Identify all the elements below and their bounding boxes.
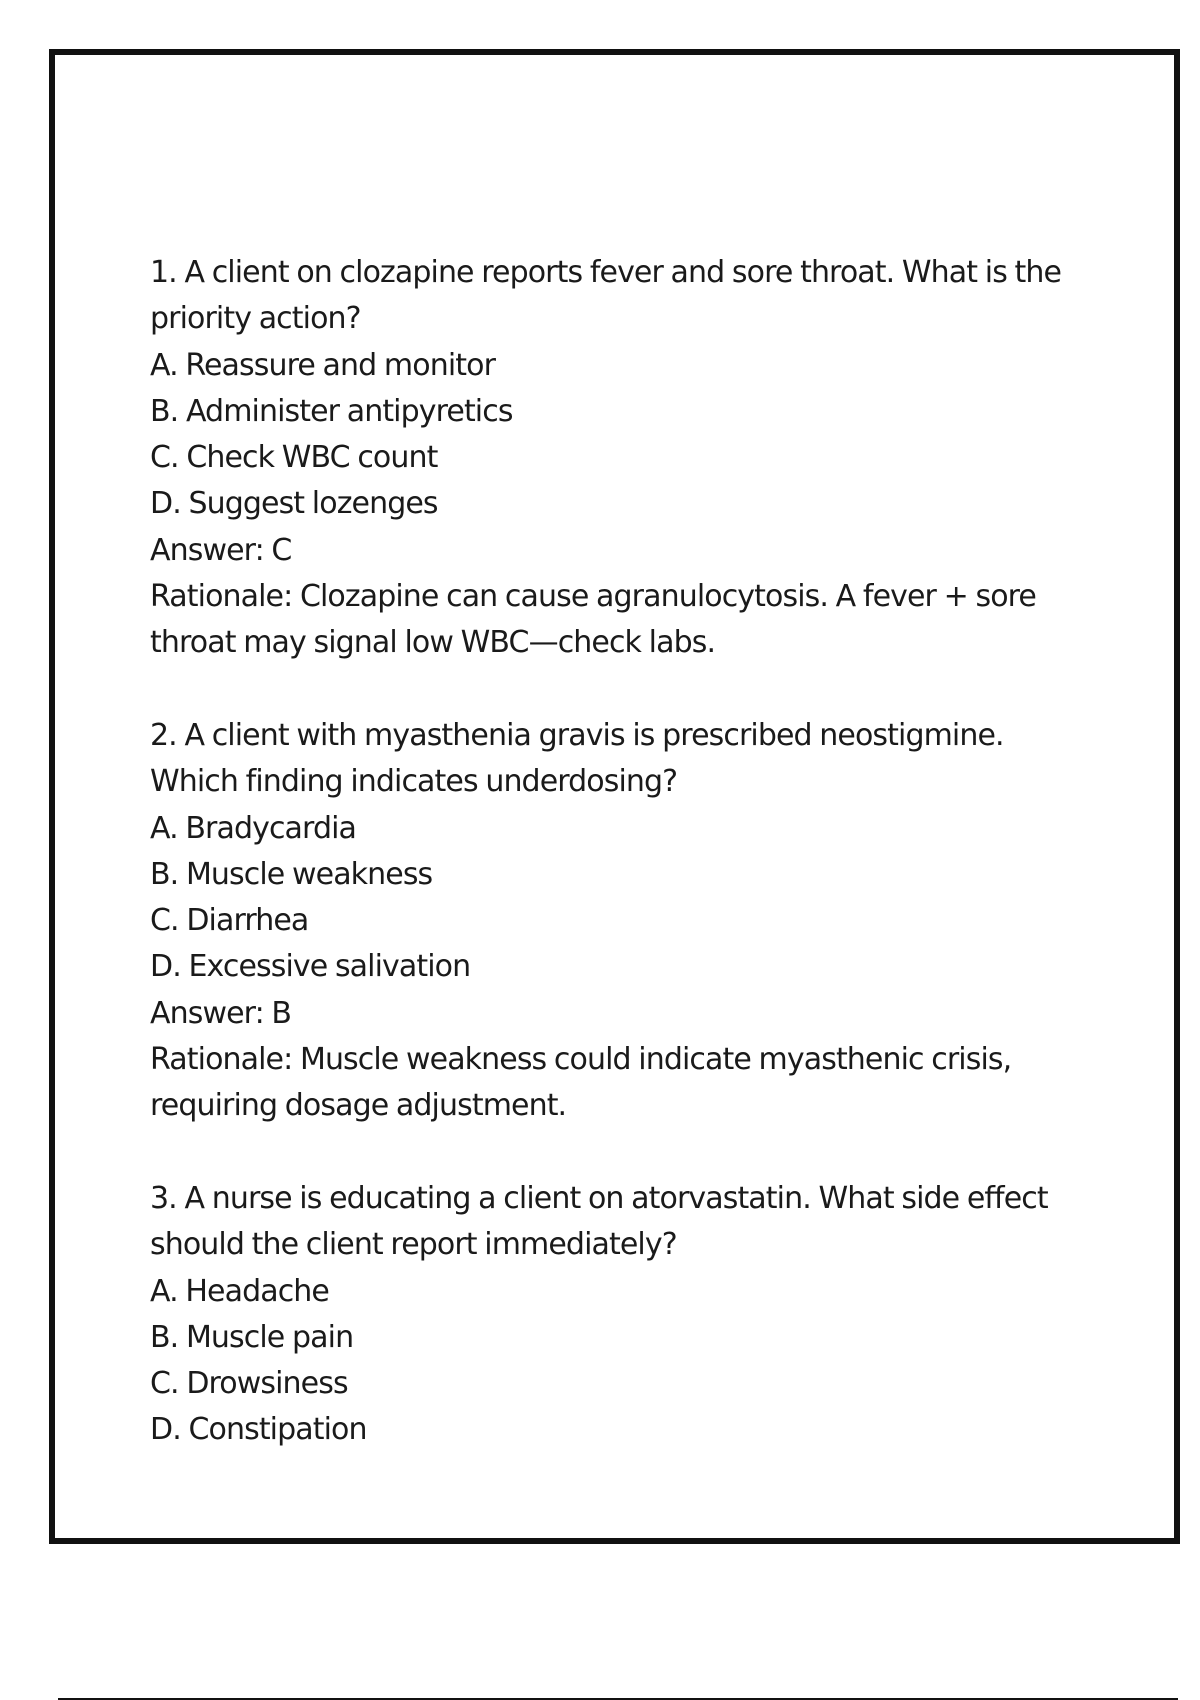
question-3-option-b: B. Muscle pain bbox=[150, 1319, 354, 1355]
question-2-option-b: B. Muscle weakness bbox=[150, 856, 433, 892]
question-2-text-line-2: Which finding indicates underdosing? bbox=[150, 764, 678, 800]
spacer bbox=[150, 667, 1140, 713]
question-2-option-a: A. Bradycardia bbox=[150, 810, 357, 846]
question-3-option-a: A. Headache bbox=[150, 1273, 329, 1309]
question-1-text-line-1: 1. A client on clozapine reports fever and sore throat. What is the bbox=[150, 255, 1062, 290]
spacer bbox=[150, 1130, 1140, 1176]
question-1 bbox=[150, 250, 1140, 667]
question-2-rationale-line-1: Rationale: Muscle weakness could indicate myasthenic crisis, bbox=[150, 1042, 1012, 1078]
question-3-option-c: C. Drowsiness bbox=[150, 1366, 348, 1402]
question-1-option-a: A. Reassure and monitor bbox=[150, 347, 496, 383]
question-1-rationale-line-1: Rationale: Clozapine can cause agranulocytosis. A fever + sore bbox=[150, 579, 1036, 615]
question-3-text-line-1: 3. A nurse is educating a client on atorvastatin. What side effect bbox=[150, 1180, 1048, 1216]
question-3-option-d: D. Constipation bbox=[150, 1412, 367, 1448]
question-2-answer: Answer: B bbox=[150, 995, 292, 1031]
question-1-option-c: C. Check WBC count bbox=[150, 440, 438, 476]
question-1-answer: Answer: C bbox=[150, 532, 292, 568]
question-2-text-line-1: 2. A client with myasthenia gravis is prescribed neostigmine. bbox=[150, 717, 1004, 753]
question-1-option-d: D. Suggest lozenges bbox=[150, 486, 438, 522]
question-2-rationale-line-2: requiring dosage adjustment. bbox=[150, 1088, 567, 1124]
question-2 bbox=[150, 713, 1140, 1130]
question-1-option-b: B. Administer antipyretics bbox=[150, 393, 513, 429]
question-list bbox=[150, 250, 1140, 1454]
question-3-text-line-2: should the client report immediately? bbox=[150, 1227, 677, 1263]
question-1-rationale-line-2: throat may signal low WBC—check labs. bbox=[150, 625, 716, 661]
question-1-text-line-2: priority action? bbox=[150, 301, 361, 337]
question-2-option-d: D. Excessive salivation bbox=[150, 949, 471, 985]
question-frame bbox=[49, 49, 1180, 1544]
question-2-option-c: C. Diarrhea bbox=[150, 903, 309, 939]
question-3 bbox=[150, 1176, 1140, 1454]
